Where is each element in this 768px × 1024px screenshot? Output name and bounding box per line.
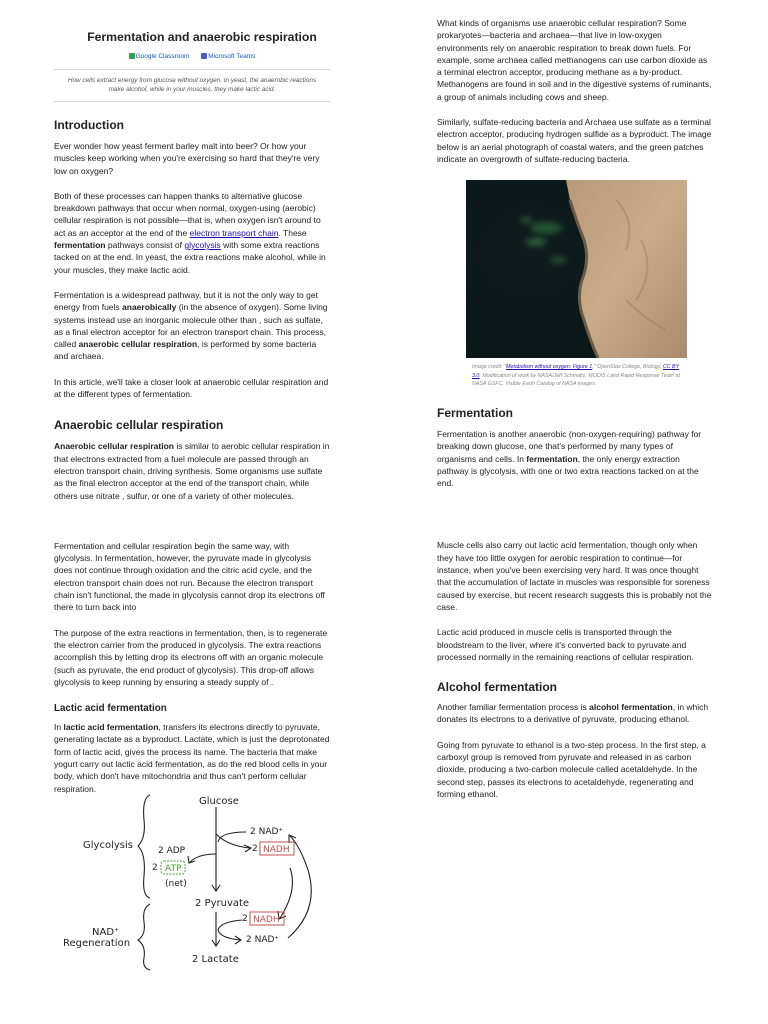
electron-transport-chain-link[interactable]: electron transport chain [189,227,279,238]
left-column [54,30,330,795]
aerial-photo-image [466,180,687,358]
right-column [437,17,713,165]
fermentation-paragraph-2: The purpose of the extra reactions in fermentation, then, is to regenerate the electron carrier from the produced in glycolysis. The extra reactions accomplish this by letting drop its electrons off with an organic molecule (such as pyruvate, the end product of glycolysis). This drop-off allows glycolysis to keep running by ensuring a steady supply of . [54,627,328,687]
summary-text: How cells extract energy from glucose without oxygen. In yeast, the anaerobic reactions make alcohol, while in your muscles, they make lactic acid. [67,77,317,93]
page-title: Fermentation and anaerobic respiration [87,30,317,44]
lactic-acid-paragraph-1: In lactic acid fermentation, transfers its electrons directly to pyruvate, generating lactate as a byproduct. Lactate, which is just the deprotonated form of lactic acid, gives the process its name. The bacteria that make yogurt carry out lactic acid fermentation, as do the red blood cells in your body, which don't have mitochondria and thus can't perform cellular respiration. [54,722,330,794]
diagram-nadh-bottom-count: 2 [242,914,248,924]
photo-caption-text: Image credit: "Metabolism without oxygen: Figure 1," OpenStax College, Biology, CC BY 3.0. Modification of work by NASA/Jeff Schmaltz, MODIS Land Rapid Response Team at NASA GSFC, Visible Earth Catalog of NASA images. [472,364,680,387]
diagram-atp-count: 2 [152,863,158,873]
alcohol-paragraph-2: Going from pyruvate to ethanol is a two-step process. In the first step, a carboxyl group is removed from pyruvate and released in as carbon dioxide, producing a two-carbon molecule called acetaldehyde. In the second step, passes its electrons to acetaldehyde, regenerating and forming ethanol. [437,739,706,799]
google-classroom-icon [129,53,135,59]
microsoft-teams-icon [201,53,207,59]
glycolysis-link[interactable]: glycolysis [184,240,221,251]
share-google-classroom-label: Google Classroom [135,53,190,60]
regeneration-loop-arrow [288,836,311,938]
intro-paragraph-3: Fermentation is a widespread pathway, but it is not the only way to get energy from fuels anaerobically (in the absence of oxygen). Some living systems instead use an inorganic molecule other than , such as sulfate, as a final electron acceptor for an electron transport chain. This process, called anaerobic cellular respiration, is performed by some bacteria and archaea. [54,289,328,362]
introduction-heading: Introduction [54,118,124,132]
lactic-acid-fermentation-diagram [58,790,338,975]
license-link[interactable]: CC BY 3.0 [472,364,680,379]
share-bar [54,53,330,60]
diagram-nadh-top-count: 2 [252,844,258,854]
diagram-pyruvate: 2 Pyruvate [195,898,250,909]
fermentation-intro-paragraph: Fermentation is another anaerobic (non-oxygen-requiring) pathway for breaking down glucose, one that's performed by many types of organisms and cells. In fermentation, the only energy extraction pathway is glycolysis, with one or two extra reactions tacked on at the end. [437,429,702,489]
diagram-lactate: 2 Lactate [192,954,239,965]
share-microsoft-teams-link[interactable] [201,53,255,60]
diagram-nad-top: 2 NAD⁺ [250,827,284,837]
muscle-paragraph-2: Lactic acid produced in muscle cells is transported through the bloodstream to the liver, where it's converted back to pyruvate and processed normally in the remaining reactions of cellular respiration. [437,627,694,662]
fermentation-paragraph-1: Fermentation and cellular respiration begin the same way, with glycolysis. In fermentation, however, the pyruvate made in glycolysis does not continue through oxidation and the citric acid cycle, and the electron transport chain does not run. Because the electron transport chain isn't functional, the made in glycolysis cannot drop its electrons off there to turn back into [54,540,325,613]
anaerobic-respiration-heading: Anaerobic cellular respiration [54,418,224,433]
fermentation-heading: Fermentation [437,406,514,420]
diagram-atp: ATP [165,864,182,874]
intro-paragraph-4: In this article, we'll take a closer look at anaerobic cellular respiration and at the different types of fermentation. [54,376,329,400]
diagram-glucose: Glucose [199,796,239,807]
alcohol-fermentation-heading: Alcohol fermentation [437,680,558,695]
right-column-lower [437,406,713,800]
anaerobic-paragraph-1: Anaerobic cellular respiration is similar to aerobic cellular respiration in that electrons extracted from a fuel molecule are passed through an electron transport chain, driving synthesis. Some organisms use sulfate as the final electron acceptor at the end of the transport chain, while others use nitrate , sulfur, or one of a variety of other molecules. [54,441,330,501]
diagram-nad-bottom: 2 NAD⁺ [246,935,280,945]
diagram-nadh-top: NADH [263,845,290,855]
organisms-paragraph: What kinds of organisms use anaerobic cellular respiration? Some prokaryotes—bacteria and archaea—that live in low-oxygen environments rely on anaerobic respiration to break down fuels. For example, some archaea called methanogens can use carbon dioxide as a terminal electron acceptor, producing methane as a by-product. Methanogens are found in soil and in the digestive systems of ruminants, a group of animals including cows and sheep. [437,18,712,102]
photo-caption [472,363,682,389]
article-summary [54,69,330,102]
sulfate-paragraph: Similarly, sulfate-reducing bacteria and Archaea use sulfate as a terminal electron acceptor, producing hydrogen sulfide as a byproduct. The image below is an aerial photograph of coastal waters, and the green patches indicate an overgrowth of sulfate-reducing bacteria. [437,117,712,164]
diagram-nad-regen-line2: Regeneration [63,938,131,949]
intro-paragraph-2: Both of these processes can happen thanks to alternative glucose breakdown pathways that occur when normal, oxygen-using (aerobic) cellular respiration is not possible—that is, when oxygen isn't around to act as an acceptor at the end of the electron transport chain. These fermentation pathways consist of glycolysis with some extra reactions tacked on at the end. In yeast, the extra reactions make alcohol, while in your muscles, they make lactic acid. [54,190,326,275]
glycolysis-brace [138,795,150,898]
diagram-nadh-bottom: NADH [253,915,280,925]
diagram-nad-regen-line1: NAD⁺ [92,927,120,938]
alcohol-paragraph-1: Another familiar fermentation process is alcohol fermentation, in which donates its electrons to a derivative of pyruvate, producing ethanol. [437,702,709,725]
diagram-glycolysis: Glycolysis [83,840,133,851]
diagram-adp: 2 ADP [158,846,186,856]
aerial-coastal-photo [466,180,687,358]
muscle-paragraph-1: Muscle cells also carry out lactic acid fermentation, though only when they have too little oxygen for aerobic respiration to continue—for instance, when you've been exercising very hard. It was once thought that the accumulation of lactate in muscles was responsible for soreness caused by exercise, but recent research suggests this is probably not the case. [437,540,712,612]
share-microsoft-teams-label: Microsoft Teams [208,53,256,60]
figure-source-link[interactable]: Metabolism without oxygen: Figure 1 [505,364,593,370]
intro-paragraph-1: Ever wonder how yeast ferment barley malt into beer? Or how your muscles keep working when you're exercising so hard that they're very low on oxygen? [54,141,320,176]
nadh-to-nad-arrow [218,920,242,940]
diagram-net: (net) [165,879,187,889]
lactic-acid-heading: Lactic acid fermentation [54,703,167,715]
share-google-classroom-link[interactable] [129,53,190,60]
regeneration-brace [138,904,150,970]
